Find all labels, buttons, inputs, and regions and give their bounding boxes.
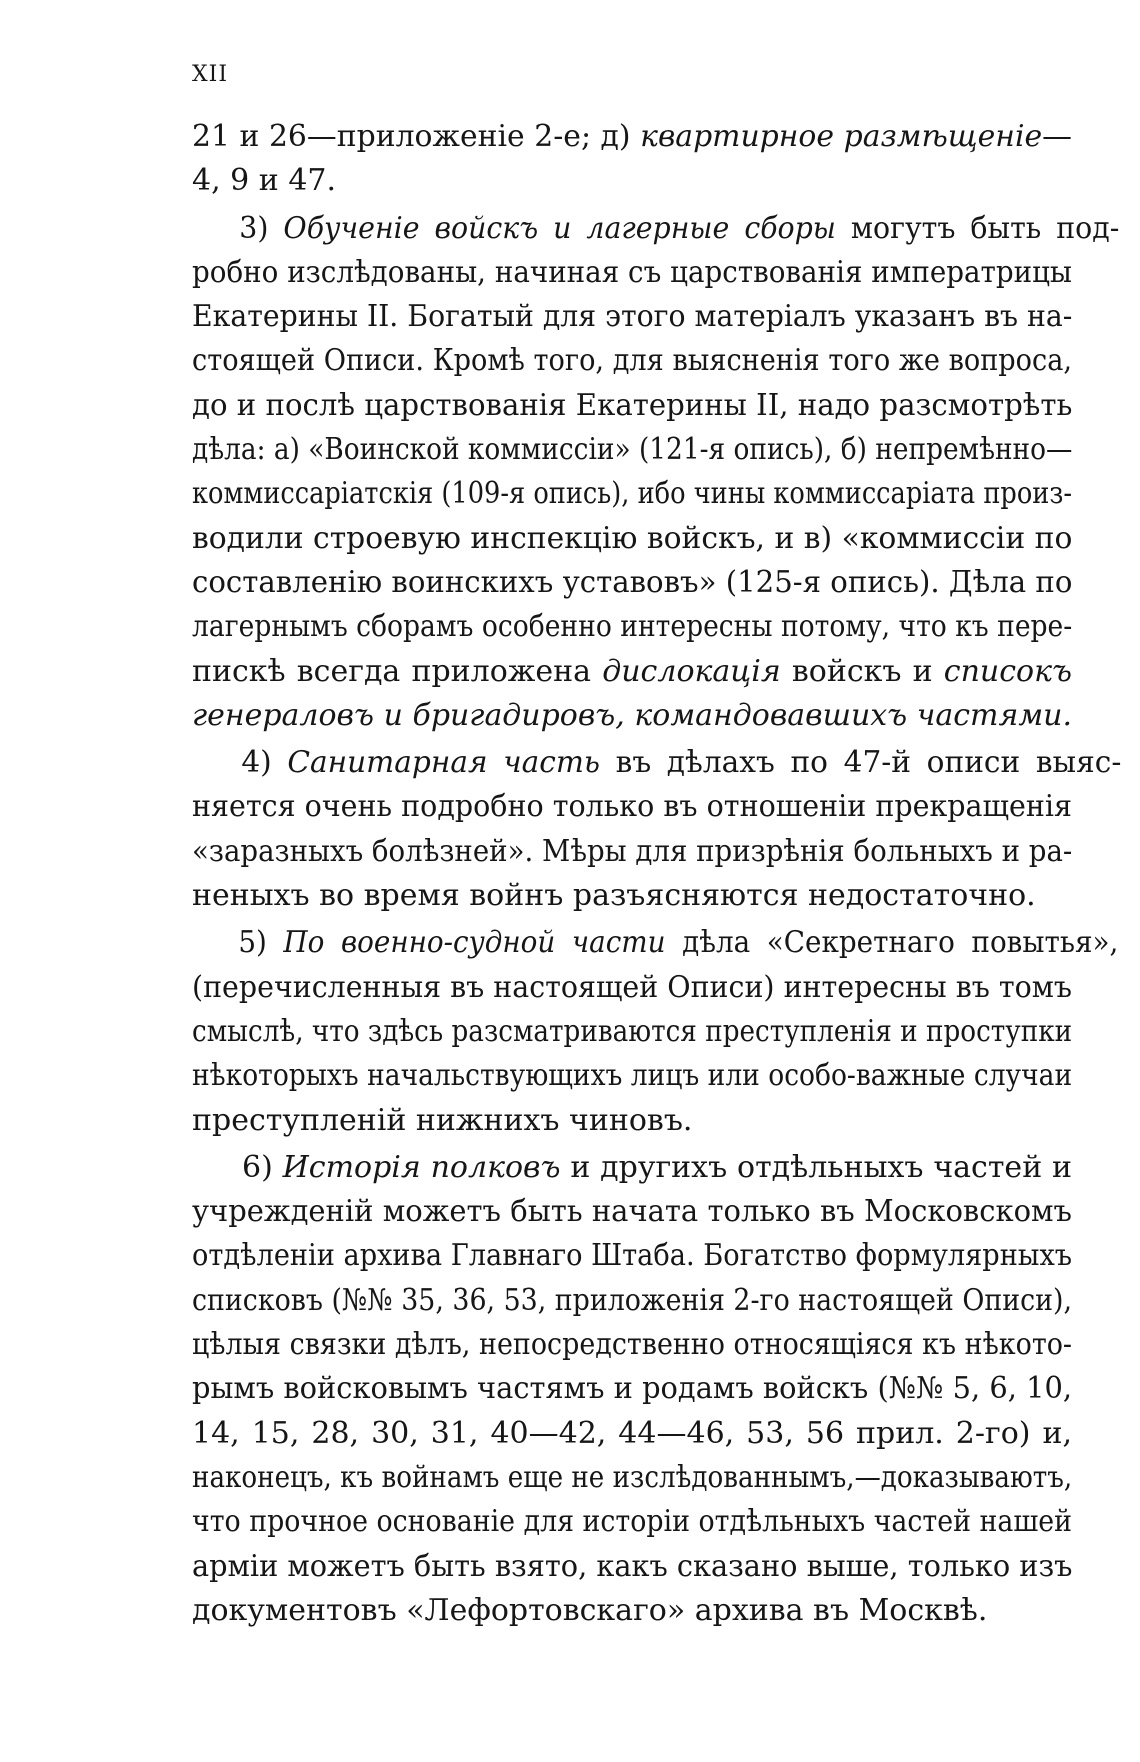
text-line [192, 1367, 1072, 1411]
text-line [192, 159, 1072, 203]
text-run: въ дѣлахъ по 47-й описи выяс- [600, 745, 1122, 781]
text-run: 3) [239, 210, 284, 246]
text-line [192, 1099, 1072, 1143]
text-run: 4) [241, 745, 288, 781]
text-run: рымъ войсковымъ частямъ и родамъ войскъ (№№ 5, 6, 10, [192, 1371, 1072, 1407]
text-line [192, 1323, 1072, 1367]
text-run: списковъ (№№ 35, 36, 53, приложенія 2-го настоящей Описи), [192, 1282, 1072, 1318]
text-run: преступленій нижнихъ чиновъ. [192, 1102, 693, 1138]
text-line [192, 295, 1072, 339]
text-line [192, 472, 1072, 516]
text-line [192, 384, 1072, 428]
text-line [192, 207, 1119, 251]
text-run: отдѣленіи архива Главнаго Штаба. Богатство формулярныхъ [192, 1238, 1073, 1274]
text-line [192, 1456, 1072, 1500]
paragraph-4 [192, 741, 1122, 918]
text-line [192, 785, 1072, 829]
text-run: водили строевую инспекцію войскъ, и в) «коммиссіи по [192, 520, 1073, 556]
body-text [192, 115, 1122, 1633]
italic-emphasis: По военно-судной части [283, 925, 666, 961]
text-line [192, 650, 1072, 694]
text-run: 21 и 26—приложеніе 2-е; д) [192, 119, 641, 154]
text-line [192, 830, 1072, 874]
text-line [192, 428, 1072, 472]
italic-emphasis: генераловъ и бригадировъ, командовавшихъ частями. [192, 697, 1072, 733]
text-run: робно изслѣдованы, начиная съ царствованія императрицы [192, 254, 1072, 290]
italic-emphasis: Санитарная часть [287, 745, 601, 781]
text-run: — [1042, 119, 1072, 154]
text-line [192, 694, 1072, 738]
text-line [192, 339, 1072, 383]
text-run: учрежденій можетъ быть начата только въ Московскомъ [192, 1194, 1072, 1230]
italic-emphasis: дислокація [602, 653, 781, 689]
text-run: лагернымъ сборамъ особенно интересны потому, что къ пере- [192, 609, 1073, 645]
text-run: коммиссаріатскія (109-я опись), ибо чины коммиссаріата произ- [192, 476, 1072, 512]
text-run: документовъ «Лефортовскаго» архива въ Москвѣ. [192, 1592, 988, 1628]
text-line [192, 1545, 1072, 1589]
text-line [192, 605, 1072, 649]
italic-emphasis: списокъ [943, 653, 1072, 689]
text-line [192, 1054, 1072, 1098]
text-line [192, 1190, 1072, 1234]
italic-emphasis: Обученіе войскъ и лагерные сборы [283, 210, 836, 246]
text-line [192, 921, 1118, 965]
paragraph-3 [192, 207, 1120, 739]
text-run: 14, 15, 28, 30, 31, 40—42, 44—46, 53, 56 прил. 2-го) и, [192, 1415, 1072, 1451]
italic-emphasis: Исторія полковъ [282, 1149, 561, 1185]
text-line [192, 561, 1072, 605]
text-run: дѣла «Секретнаго повытья», [665, 925, 1119, 961]
text-run: (перечисленныя въ настоящей Описи) интересны въ томъ [192, 969, 1072, 1005]
text-run: арміи можетъ быть взято, какъ сказано выше, только изъ [192, 1548, 1073, 1584]
text-line [192, 966, 1072, 1010]
text-line [192, 115, 1072, 159]
text-run: 6) [242, 1149, 283, 1185]
text-run: стоящей Описи. Кромѣ того, для выясненія того же вопроса, [192, 343, 1072, 379]
text-run: Екатерины II. Богатый для этого матеріалъ указанъ въ на- [192, 299, 1073, 335]
text-run: «заразныхъ болѣзней». Мѣры для призрѣнія больныхъ и ра- [192, 833, 1073, 869]
page-folio: XII [192, 62, 229, 87]
paragraph-intro [192, 115, 1072, 204]
text-line [192, 1589, 1072, 1633]
text-run: цѣлыя связки дѣлъ, непосредственно относящіяся къ нѣкото- [192, 1327, 1072, 1363]
text-run: могутъ быть под- [835, 210, 1120, 246]
text-line [192, 1234, 1072, 1278]
italic-emphasis: квартирное размѣщеніе [640, 119, 1043, 154]
text-line [192, 1500, 1072, 1544]
text-line [192, 741, 1121, 785]
paragraph-5 [192, 921, 1119, 1142]
text-run: составленію воинскихъ уставовъ» (125-я опись). Дѣла по [192, 564, 1073, 600]
text-run: 4, 9 и 47. [192, 163, 337, 199]
text-run: войскъ и [780, 653, 944, 689]
text-line [192, 1146, 1072, 1190]
text-run: и другихъ отдѣльныхъ частей и [560, 1149, 1073, 1185]
text-run: до и послѣ царствованія Екатерины II, надо разсмотрѣть [192, 387, 1073, 423]
text-line [192, 1010, 1072, 1054]
text-run: пискѣ всегда приложена [192, 653, 603, 689]
text-line [192, 1412, 1072, 1456]
text-run: что прочное основаніе для исторіи отдѣльныхъ частей нашей [192, 1504, 1072, 1540]
text-run: нѣкоторыхъ начальствующихъ лицъ или особо-важные случаи [192, 1058, 1073, 1094]
paragraph-6 [192, 1146, 1072, 1633]
text-run: наконецъ, къ войнамъ еще не изслѣдованнымъ,—доказываютъ, [192, 1459, 1073, 1495]
text-run: няется очень подробно только въ отношеніи прекращенія [192, 789, 1072, 825]
text-run: 5) [238, 925, 284, 961]
text-line [192, 517, 1072, 561]
text-run: дѣла: а) «Воинской коммиссіи» (121-я опись), б) непремѣнно— [192, 432, 1073, 468]
text-line [192, 874, 1072, 918]
text-run: неныхъ во время войнъ разъясняются недостаточно. [192, 878, 1036, 914]
text-line [192, 1279, 1072, 1323]
text-run: смыслѣ, что здѣсь разсматриваются преступленія и проступки [192, 1013, 1073, 1049]
text-line [192, 251, 1072, 295]
